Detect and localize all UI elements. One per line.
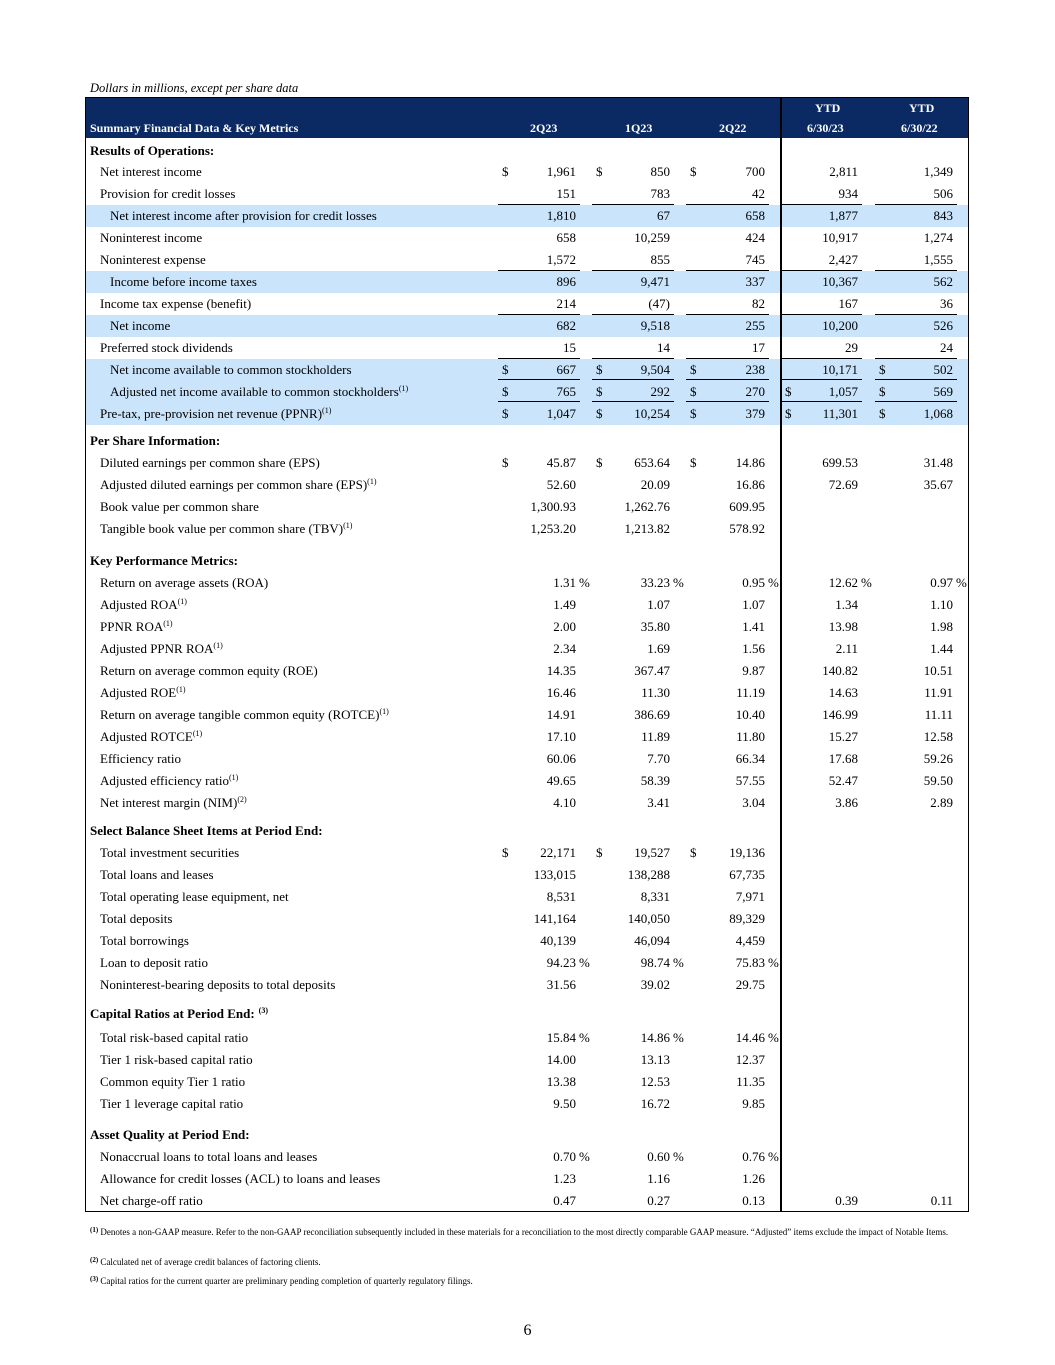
dollar-sign: $ [502,845,509,860]
value-cell: 52.60 [546,477,576,492]
value-cell: 1.34 [835,597,858,612]
value-cell: 270 [745,384,765,399]
value-cell: 9.85 [742,1096,765,1111]
value-cell: 855 [650,252,670,267]
value-cell: 4.10 [553,795,576,810]
row-label-text: Loan to deposit ratio [100,955,208,970]
col-2q23-header: 2Q23 [530,121,558,135]
value-cell: 1.23 [553,1171,576,1186]
percent-sign: % [579,955,590,970]
value-cell: 15.84 [546,1030,576,1045]
dollar-sign: $ [596,406,603,421]
value-cell: 2.11 [835,641,858,656]
value-cell: 1,057 [828,384,858,399]
row-label-text: Total risk-based capital ratio [100,1030,249,1045]
section-title-text: Select Balance Sheet Items at Period End: [90,823,323,838]
row-label-text: Noninterest expense [100,252,206,267]
value-cell: 1.07 [742,597,765,612]
value-cell: 31.56 [546,977,576,992]
row-label-text: Adjusted PPNR ROA [100,641,214,656]
row-label-text: Tier 1 risk-based capital ratio [100,1052,253,1067]
dollar-sign: $ [596,362,603,377]
row-label-text: Adjusted ROE [100,685,177,700]
value-cell: 22,171 [540,845,576,860]
footnote-mark: (1) [213,641,223,650]
value-cell: 42 [752,186,765,201]
row-label-text: Return on average common equity (ROE) [100,663,318,678]
percent-sign: % [579,1030,590,1045]
value-cell: 700 [745,164,765,179]
value-cell: 1.98 [930,619,953,634]
value-cell: 569 [933,384,953,399]
value-cell: 0.11 [930,1193,953,1208]
row-label-text: Preferred stock dividends [100,340,233,355]
value-cell: 16.72 [640,1096,670,1111]
value-cell: 699.53 [822,455,858,470]
row-label-text: Net income available to common stockholders [110,362,352,377]
value-cell: 138,288 [627,867,670,882]
value-cell: 12.37 [735,1052,765,1067]
row-label-text: Adjusted efficiency ratio [100,773,229,788]
value-cell: 765 [556,384,576,399]
value-cell: 502 [933,362,953,377]
value-cell: 0.97 [930,575,953,590]
value-cell: 67 [657,208,670,223]
footnote-mark: (1) [163,619,173,628]
section-title-text: Per Share Information: [90,433,221,448]
dollar-sign: $ [879,406,886,421]
value-cell: 167 [838,296,858,311]
value-cell: 0.70 [553,1149,576,1164]
value-cell: 2.00 [553,619,576,634]
value-cell: 59.50 [923,773,953,788]
table-frame [85,97,969,1212]
value-cell: 1.69 [647,641,670,656]
dollar-sign: $ [596,384,603,399]
dollar-sign: $ [690,164,697,179]
value-cell: 1,047 [546,406,576,421]
value-cell: 94.23 [546,955,576,970]
row-label-text: Adjusted ROA [100,597,178,612]
value-cell: 609.95 [729,499,765,514]
footnote-mark: (1) [177,597,187,606]
value-cell: 57.55 [735,773,765,788]
value-cell: 896 [556,274,576,289]
value-cell: 46,094 [634,933,670,948]
col-2q22-header: 2Q22 [719,121,747,135]
value-cell: 9,471 [640,274,670,289]
value-cell: 1.10 [930,597,953,612]
value-cell: 10,200 [822,318,858,333]
value-cell: 15.27 [828,729,858,744]
value-cell: 1.07 [647,597,670,612]
percent-sign: % [861,575,872,590]
value-cell: 35.80 [640,619,670,634]
dollar-sign: $ [596,845,603,860]
dollar-sign: $ [879,362,886,377]
value-cell: 31.48 [923,455,953,470]
value-cell: 66.34 [735,751,765,766]
value-cell: 1.31 [553,575,576,590]
dollar-sign: $ [690,362,697,377]
value-cell: 337 [745,274,765,289]
value-cell: 59.26 [923,751,953,766]
dollar-sign: $ [502,384,509,399]
row-label-text: Book value per common share [100,499,259,514]
value-cell: 1,300.93 [530,499,576,514]
value-cell: 1,555 [923,252,953,267]
value-cell: 7.70 [647,751,670,766]
percent-sign: % [673,575,684,590]
value-cell: 3.86 [835,795,858,810]
value-cell: 1,961 [546,164,576,179]
percent-sign: % [768,1030,779,1045]
value-cell: 146.99 [822,707,858,722]
row-label-text: Noninterest-bearing deposits to total deposits [100,977,336,992]
value-cell: 14.86 [640,1030,670,1045]
value-cell: 4,459 [735,933,765,948]
value-cell: 1.26 [742,1171,765,1186]
value-cell: 1.41 [742,619,765,634]
row-label-text: Net interest margin (NIM) [100,795,238,810]
value-cell: 10,917 [822,230,858,245]
value-cell: 9.50 [553,1096,576,1111]
percent-sign: % [768,1149,779,1164]
value-cell: 36 [940,296,953,311]
value-cell: 745 [745,252,765,267]
dollar-sign: $ [596,164,603,179]
value-cell: 11.30 [641,685,670,700]
row-label-text: Net interest income after provision for credit losses [110,208,377,223]
value-cell: 89,329 [729,911,765,926]
value-cell: 11.35 [736,1074,765,1089]
value-cell: 526 [933,318,953,333]
row-label-text: Income before income taxes [110,274,257,289]
value-cell: 10,259 [634,230,670,245]
value-cell: 578.92 [729,521,765,536]
value-cell: 40,139 [540,933,576,948]
value-cell: 8,331 [640,889,670,904]
value-cell: 0.76 [742,1149,765,1164]
section-title-text: Asset Quality at Period End: [90,1127,250,1142]
dollar-sign: $ [690,384,697,399]
value-cell: 934 [838,186,858,201]
value-cell: 1,810 [546,208,576,223]
value-cell: 10,367 [822,274,858,289]
percent-sign: % [768,955,779,970]
page-number: 6 [523,1322,532,1339]
value-cell: 14.91 [546,707,576,722]
value-cell: 1,068 [923,406,953,421]
footnote-mark: (1) [398,384,409,393]
dollar-sign: $ [596,455,603,470]
percent-sign: % [579,1149,590,1164]
dollar-sign: $ [502,455,509,470]
value-cell: 1.44 [930,641,953,656]
footnote-mark: (1) [343,521,353,530]
percent-sign: % [673,1149,684,1164]
row-label-text: Pre-tax, pre-provision net revenue (PPNR) [100,406,323,421]
value-cell: 843 [933,208,953,223]
value-cell: 0.27 [647,1193,670,1208]
value-cell: 49.65 [546,773,576,788]
row-label-text: Return on average tangible common equity (ROTCE) [100,707,380,722]
value-cell: 1,253.20 [530,521,576,536]
dollar-sign: $ [502,164,509,179]
dollar-sign: $ [502,406,509,421]
value-cell: 12.62 [828,575,858,590]
value-cell: 0.95 [742,575,765,590]
value-cell: 16.46 [546,685,576,700]
dollar-sign: $ [785,384,792,399]
value-cell: 424 [745,230,765,245]
value-cell: 14.46 [735,1030,765,1045]
row-label-text: Net charge-off ratio [100,1193,203,1208]
value-cell: 3.41 [647,795,670,810]
section-footnote-mark: (3) [258,1006,268,1015]
row-label-text: Allowance for credit losses (ACL) to loans and leases [100,1171,381,1186]
percent-sign: % [956,575,967,590]
value-cell: 0.39 [835,1193,858,1208]
value-cell: 33.23 [640,575,670,590]
value-cell: 11.11 [924,707,953,722]
value-cell: 141,164 [533,911,576,926]
value-cell: 14.00 [546,1052,576,1067]
value-cell: 379 [745,406,765,421]
value-cell: 1.16 [647,1171,670,1186]
row-label-text: PPNR ROA [100,619,164,634]
footnote-mark: (1) [322,406,332,415]
value-cell: 14 [657,340,670,355]
row-label-text: Efficiency ratio [100,751,181,766]
value-cell: 17 [752,340,765,355]
value-cell: 140,050 [627,911,670,926]
dollar-sign: $ [879,384,886,399]
value-cell: 850 [650,164,670,179]
value-cell: 98.74 [640,955,670,970]
row-label-text: Total operating lease equipment, net [100,889,289,904]
value-cell: 140.82 [822,663,858,678]
footnote-mark: (1) [176,685,186,694]
value-cell: 12.58 [923,729,953,744]
value-cell: 0.47 [553,1193,576,1208]
row-label-text: Total investment securities [100,845,240,860]
dollar-sign: $ [690,406,697,421]
value-cell: 12.53 [640,1074,670,1089]
value-cell: 29.75 [735,977,765,992]
value-cell: 7,971 [735,889,765,904]
value-cell: 2,811 [829,164,858,179]
value-cell: 14.35 [546,663,576,678]
value-cell: 17.10 [546,729,576,744]
value-cell: 1.49 [553,597,576,612]
value-cell: 14.86 [735,455,765,470]
col-ytd22-header: 6/30/22 [901,121,938,135]
value-cell: 255 [745,318,765,333]
value-cell: (47) [648,296,670,311]
row-label-text: Net income [110,318,171,333]
value-cell: 60.06 [546,751,576,766]
row-label-text: Total borrowings [100,933,189,948]
col-ytd22-top-header: YTD [909,101,935,115]
footnote-mark: (1) [192,729,203,738]
value-cell: 15 [563,340,576,355]
row-label-text: Tangible book value per common share (TBV) [100,521,344,536]
value-cell: 506 [933,186,953,201]
col-1q23-header: 1Q23 [625,121,653,135]
value-cell: 45.87 [546,455,576,470]
value-cell: 1,213.82 [624,521,670,536]
value-cell: 11.19 [736,685,765,700]
value-cell: 11,301 [822,406,858,421]
value-cell: 72.69 [828,477,858,492]
value-cell: 10.51 [923,663,953,678]
row-label-text: Adjusted diluted earnings per common share (EPS) [100,477,368,492]
value-cell: 9,504 [640,362,670,377]
row-label-text: Provision for credit losses [100,186,236,201]
percent-sign: % [673,1030,684,1045]
value-cell: 783 [650,186,670,201]
value-cell: 1,572 [546,252,576,267]
dollar-sign: $ [690,845,697,860]
footnote-mark: (2) [237,795,247,804]
footnote-3: $^{(3)}$ Capital ratios for the current quarter are preliminary pending completion of quarterly regulatory filings. [90,1275,473,1286]
value-cell: 1,262.76 [624,499,670,514]
value-cell: 67,735 [729,867,765,882]
value-cell: 19,136 [729,845,765,860]
value-cell: 35.67 [923,477,953,492]
footnote-mark: (1) [367,477,377,486]
percent-sign: % [673,955,684,970]
value-cell: 658 [556,230,576,245]
col-ytd23-top-header: YTD [815,101,841,115]
row-label-text: Common equity Tier 1 ratio [100,1074,246,1089]
value-cell: 667 [556,362,576,377]
value-cell: 1,274 [923,230,953,245]
percent-sign: % [768,575,779,590]
value-cell: 367.47 [634,663,670,678]
row-label-text: Tier 1 leverage capital ratio [100,1096,244,1111]
section-title-text: Capital Ratios at Period End: [90,1006,255,1021]
value-cell: 238 [745,362,765,377]
row-label-text: Noninterest income [100,230,203,245]
value-cell: 75.83 [735,955,765,970]
dollar-sign: $ [785,406,792,421]
value-cell: 214 [556,296,576,311]
section-title-text: Key Performance Metrics: [90,553,238,568]
dollar-sign: $ [690,455,697,470]
value-cell: 682 [556,318,576,333]
footnote-mark: (1) [379,707,389,716]
value-cell: 9.87 [742,663,765,678]
row-label-text: Adjusted ROTCE [100,729,193,744]
value-cell: 39.02 [640,977,670,992]
dollar-sign: $ [502,362,509,377]
value-cell: 0.60 [647,1149,670,1164]
value-cell: 10,171 [822,362,858,377]
value-cell: 386.69 [634,707,670,722]
value-cell: 10,254 [634,406,670,421]
value-cell: 13.13 [640,1052,670,1067]
value-cell: 0.13 [742,1193,765,1208]
row-label-text: Return on average assets (ROA) [100,575,269,590]
value-cell: 82 [752,296,765,311]
value-cell: 11.80 [736,729,765,744]
value-cell: 24 [940,340,953,355]
value-cell: 13.38 [546,1074,576,1089]
percent-sign: % [579,575,590,590]
value-cell: 10.40 [735,707,765,722]
table-title: Summary Financial Data & Key Metrics [90,121,299,135]
value-cell: 17.68 [828,751,858,766]
footnote-1: $^{(1)}$ Denotes a non-GAAP measure. Refer to the non-GAAP reconciliation subsequently included in these materials for a reconciliation to the most directly comparable GAAP measure. “Adjusted” items exclude the impact of Notable Items. [90,1226,949,1237]
value-cell: 8,531 [546,889,576,904]
value-cell: 14.63 [828,685,858,700]
row-label-text: Total loans and leases [100,867,214,882]
value-cell: 653.64 [634,455,670,470]
value-cell: 29 [845,340,858,355]
footnote-2: $^{(2)}$ Calculated net of average credit balances of factoring clients. [90,1256,321,1267]
value-cell: 151 [556,186,576,201]
value-cell: 11.91 [924,685,953,700]
row-label-text: Adjusted net income available to common stockholders [110,384,399,399]
row-label-text: Diluted earnings per common share (EPS) [100,455,320,470]
col-ytd23-header: 6/30/23 [807,121,844,135]
value-cell: 13.98 [828,619,858,634]
row-label-text: Total deposits [100,911,173,926]
value-cell: 58.39 [640,773,670,788]
value-cell: 11.89 [641,729,670,744]
value-cell: 16.86 [735,477,765,492]
value-cell: 9,518 [640,318,670,333]
value-cell: 1,877 [828,208,858,223]
value-cell: 292 [650,384,670,399]
value-cell: 1.56 [742,641,765,656]
value-cell: 20.09 [640,477,670,492]
value-cell: 562 [933,274,953,289]
value-cell: 2.89 [930,795,953,810]
value-cell: 133,015 [533,867,576,882]
row-label-text: Nonaccrual loans to total loans and leases [100,1149,318,1164]
value-cell: 3.04 [742,795,765,810]
row-label-text: Net interest income [100,164,202,179]
section-title-text: Results of Operations: [90,143,215,158]
value-cell: 2,427 [828,252,858,267]
value-cell: 19,527 [634,845,670,860]
units-caption: Dollars in millions, except per share data [90,81,299,95]
value-cell: 1,349 [923,164,953,179]
value-cell: 2.34 [553,641,576,656]
footnote-mark: (1) [229,773,239,782]
value-cell: 52.47 [828,773,858,788]
value-cell: 658 [745,208,765,223]
row-label-text: Income tax expense (benefit) [100,296,252,311]
